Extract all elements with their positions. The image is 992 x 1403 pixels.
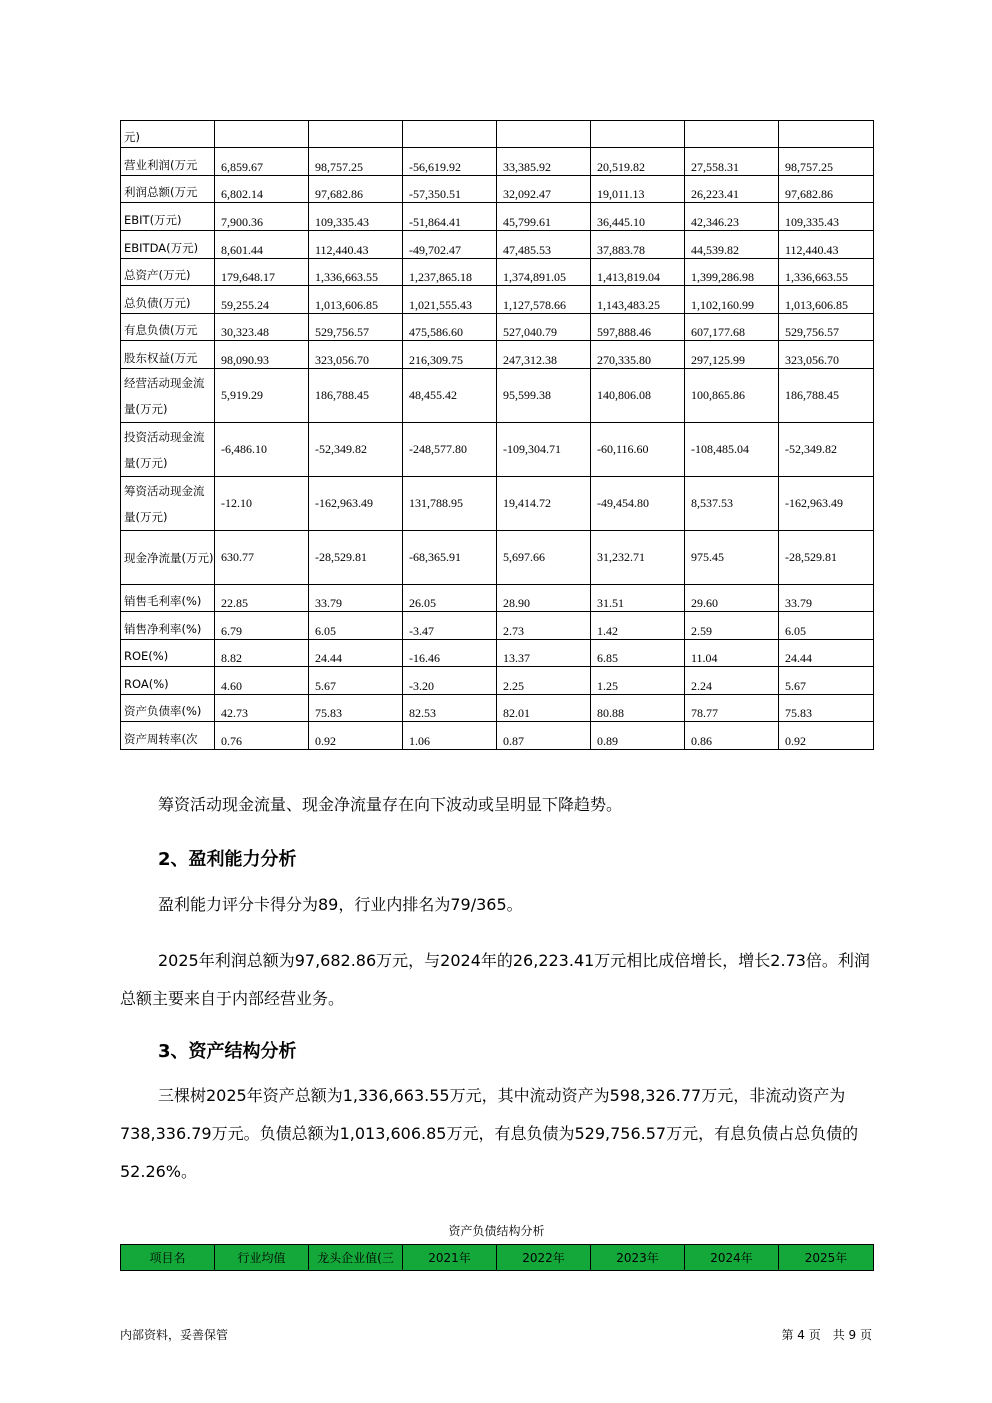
table-row xyxy=(121,477,874,531)
table-cell: 109,335.43 xyxy=(779,203,874,231)
table-cell: 1,143,483.25 xyxy=(591,286,685,314)
table-cell: 26.05 xyxy=(403,585,497,612)
profitability-score-paragraph: 盈利能力评分卡得分为89，行业内排名为79/365。 xyxy=(158,895,523,914)
table-cell: 44,539.82 xyxy=(685,231,779,259)
table-cell: 6,859.67 xyxy=(215,148,309,176)
table-cell: 48,455.42 xyxy=(403,369,497,423)
table-cell: -12.10 xyxy=(215,477,309,531)
table-cell xyxy=(497,121,591,148)
row-label: EBITDA(万元) xyxy=(121,231,215,259)
table-cell: -28,529.81 xyxy=(309,531,403,585)
row-label: 投资活动现金流量(万元) xyxy=(121,423,215,477)
table-cell: 529,756.57 xyxy=(779,314,874,341)
table-cell: 80.88 xyxy=(591,695,685,722)
structure-header-cell: 2022年 xyxy=(497,1245,591,1271)
asset-structure-heading: 3、资产结构分析 xyxy=(158,1041,297,1062)
table-cell: 11.04 xyxy=(685,640,779,667)
table-cell: 20,519.82 xyxy=(591,148,685,176)
table-cell xyxy=(403,121,497,148)
table-cell: 630.77 xyxy=(215,531,309,585)
table-cell: 24.44 xyxy=(309,640,403,667)
table-cell: -57,350.51 xyxy=(403,176,497,203)
row-label: 元) xyxy=(121,121,215,148)
table-cell: 1,237,865.18 xyxy=(403,259,497,286)
table-cell: 0.92 xyxy=(309,722,403,750)
footer-page-number: 第 4 页 共 9 页 xyxy=(781,1328,872,1342)
row-label: ROE(%) xyxy=(121,640,215,667)
table-cell: -51,864.41 xyxy=(403,203,497,231)
table-cell: 529,756.57 xyxy=(309,314,403,341)
table-cell: 0.76 xyxy=(215,722,309,750)
table-cell: 140,806.08 xyxy=(591,369,685,423)
table-cell: 6.05 xyxy=(779,612,874,640)
table-cell xyxy=(215,121,309,148)
table-cell: 1.42 xyxy=(591,612,685,640)
table-cell: 112,440.43 xyxy=(779,231,874,259)
table-cell: 98,090.93 xyxy=(215,341,309,369)
table-cell: 6.05 xyxy=(309,612,403,640)
cashflow-trend-paragraph: 筹资活动现金流量、现金净流量存在向下波动或呈明显下降趋势。 xyxy=(158,795,623,814)
table-row xyxy=(121,341,874,369)
row-label: 现金净流量(万元) xyxy=(121,531,215,585)
table-cell: 475,586.60 xyxy=(403,314,497,341)
table-cell: 33,385.92 xyxy=(497,148,591,176)
table-cell: 32,092.47 xyxy=(497,176,591,203)
table-cell: 216,309.75 xyxy=(403,341,497,369)
table-cell: 323,056.70 xyxy=(779,341,874,369)
row-label: 筹资活动现金流量(万元) xyxy=(121,477,215,531)
table-cell: -60,116.60 xyxy=(591,423,685,477)
table-cell: 179,648.17 xyxy=(215,259,309,286)
table-cell: -52,349.82 xyxy=(779,423,874,477)
table-cell: 5.67 xyxy=(309,667,403,695)
structure-table-header-row xyxy=(121,1245,874,1271)
profit-growth-paragraph: 2025年利润总额为97,682.86万元，与2024年的26,223.41万元相比成倍增长，增长2.73倍。利润总额主要来自于内部经营业务。 xyxy=(120,951,870,1008)
table-cell xyxy=(309,121,403,148)
table-row xyxy=(121,695,874,722)
table-cell: 98,757.25 xyxy=(779,148,874,176)
table-cell: 1,413,819.04 xyxy=(591,259,685,286)
table-cell: 1,374,891.05 xyxy=(497,259,591,286)
table-cell: -49,454.80 xyxy=(591,477,685,531)
table-cell: 24.44 xyxy=(779,640,874,667)
table-cell: 6.79 xyxy=(215,612,309,640)
table-row xyxy=(121,286,874,314)
table-cell: 27,558.31 xyxy=(685,148,779,176)
table-cell: 31,232.71 xyxy=(591,531,685,585)
table-cell: 8,601.44 xyxy=(215,231,309,259)
table-row xyxy=(121,121,874,148)
table-cell: 1,399,286.98 xyxy=(685,259,779,286)
table-cell: -68,365.91 xyxy=(403,531,497,585)
table-cell: 22.85 xyxy=(215,585,309,612)
table-cell: -3.20 xyxy=(403,667,497,695)
table-cell: 33.79 xyxy=(779,585,874,612)
table-cell: 5,697.66 xyxy=(497,531,591,585)
table-cell: 297,125.99 xyxy=(685,341,779,369)
table-cell: -109,304.71 xyxy=(497,423,591,477)
table-cell: 112,440.43 xyxy=(309,231,403,259)
table-cell xyxy=(591,121,685,148)
table-row xyxy=(121,585,874,612)
table-cell: 59,255.24 xyxy=(215,286,309,314)
structure-header-cell: 行业均值 xyxy=(215,1245,309,1271)
table-row xyxy=(121,203,874,231)
table-cell: 1,013,606.85 xyxy=(309,286,403,314)
structure-table-caption: 资产负债结构分析 xyxy=(448,1224,545,1238)
table-cell: 98,757.25 xyxy=(309,148,403,176)
row-label: 销售净利率(%) xyxy=(121,612,215,640)
asset-liability-structure-table xyxy=(120,1244,874,1271)
row-label: 股东权益(万元 xyxy=(121,341,215,369)
table-cell: 19,011.13 xyxy=(591,176,685,203)
table-cell: -3.47 xyxy=(403,612,497,640)
table-cell: 8,537.53 xyxy=(685,477,779,531)
table-cell: 13.37 xyxy=(497,640,591,667)
table-cell: 78.77 xyxy=(685,695,779,722)
row-label: 销售毛利率(%) xyxy=(121,585,215,612)
table-cell: 100,865.86 xyxy=(685,369,779,423)
table-cell: 6,802.14 xyxy=(215,176,309,203)
row-label: 资产负债率(%) xyxy=(121,695,215,722)
structure-header-cell: 2023年 xyxy=(591,1245,685,1271)
table-cell: 8.82 xyxy=(215,640,309,667)
table-cell: 97,682.86 xyxy=(309,176,403,203)
table-cell: 33.79 xyxy=(309,585,403,612)
table-row xyxy=(121,259,874,286)
table-cell: 2.59 xyxy=(685,612,779,640)
row-label: 营业利润(万元 xyxy=(121,148,215,176)
row-label: 总资产(万元) xyxy=(121,259,215,286)
row-label: 有息负债(万元 xyxy=(121,314,215,341)
table-cell: 2.24 xyxy=(685,667,779,695)
table-cell: 2.73 xyxy=(497,612,591,640)
row-label: ROA(%) xyxy=(121,667,215,695)
structure-header-cell: 2021年 xyxy=(403,1245,497,1271)
table-cell: -49,702.47 xyxy=(403,231,497,259)
row-label: 利润总额(万元 xyxy=(121,176,215,203)
table-cell: -56,619.92 xyxy=(403,148,497,176)
table-cell: 1.25 xyxy=(591,667,685,695)
table-cell: 527,040.79 xyxy=(497,314,591,341)
table-cell: 2.25 xyxy=(497,667,591,695)
table-cell: -16.46 xyxy=(403,640,497,667)
table-row xyxy=(121,231,874,259)
table-row xyxy=(121,369,874,423)
table-cell: 47,485.53 xyxy=(497,231,591,259)
table-cell: 109,335.43 xyxy=(309,203,403,231)
table-cell: 1,336,663.55 xyxy=(309,259,403,286)
table-cell xyxy=(685,121,779,148)
table-cell: 247,312.38 xyxy=(497,341,591,369)
table-cell: 975.45 xyxy=(685,531,779,585)
profitability-heading: 2、盈利能力分析 xyxy=(158,849,297,870)
table-cell: 0.86 xyxy=(685,722,779,750)
table-cell: 1.06 xyxy=(403,722,497,750)
table-row xyxy=(121,612,874,640)
table-cell: 36,445.10 xyxy=(591,203,685,231)
table-cell: 0.87 xyxy=(497,722,591,750)
table-row xyxy=(121,176,874,203)
table-cell: 37,883.78 xyxy=(591,231,685,259)
table-cell: 19,414.72 xyxy=(497,477,591,531)
table-cell: 0.92 xyxy=(779,722,874,750)
table-cell: 597,888.46 xyxy=(591,314,685,341)
table-cell: 28.90 xyxy=(497,585,591,612)
table-row xyxy=(121,722,874,750)
table-cell: 1,336,663.55 xyxy=(779,259,874,286)
table-cell: 0.89 xyxy=(591,722,685,750)
table-cell: 75.83 xyxy=(309,695,403,722)
table-cell: 186,788.45 xyxy=(309,369,403,423)
table-cell: 95,599.38 xyxy=(497,369,591,423)
asset-structure-paragraph: 三棵树2025年资产总额为1,336,663.55万元，其中流动资产为598,326.77万元，非流动资产为738,336.79万元。负债总额为1,013,606.85万元，有息负债为529,756.57万元，有息负债占总负债的52.26%。 xyxy=(120,1086,859,1181)
table-cell: 42.73 xyxy=(215,695,309,722)
table-cell: 1,127,578.66 xyxy=(497,286,591,314)
structure-header-cell: 2025年 xyxy=(779,1245,874,1271)
structure-header-cell: 龙头企业值(三 xyxy=(309,1245,403,1271)
table-row xyxy=(121,531,874,585)
table-cell: -52,349.82 xyxy=(309,423,403,477)
financial-indicator-table xyxy=(120,120,874,750)
table-cell: 82.01 xyxy=(497,695,591,722)
row-label: EBIT(万元) xyxy=(121,203,215,231)
table-row xyxy=(121,640,874,667)
structure-header-cell: 项目名 xyxy=(121,1245,215,1271)
table-cell: -28,529.81 xyxy=(779,531,874,585)
table-cell: 42,346.23 xyxy=(685,203,779,231)
table-cell: 5,919.29 xyxy=(215,369,309,423)
table-cell: -162,963.49 xyxy=(309,477,403,531)
row-label: 经营活动现金流量(万元) xyxy=(121,369,215,423)
table-row xyxy=(121,423,874,477)
table-cell: 4.60 xyxy=(215,667,309,695)
table-row xyxy=(121,314,874,341)
table-cell: 1,021,555.43 xyxy=(403,286,497,314)
table-cell: 1,102,160.99 xyxy=(685,286,779,314)
table-cell xyxy=(779,121,874,148)
table-cell: -162,963.49 xyxy=(779,477,874,531)
table-row xyxy=(121,148,874,176)
table-cell: 186,788.45 xyxy=(779,369,874,423)
table-row xyxy=(121,667,874,695)
table-cell: 82.53 xyxy=(403,695,497,722)
footer-confidential-note: 内部资料，妥善保管 xyxy=(120,1328,229,1342)
table-cell: 6.85 xyxy=(591,640,685,667)
table-cell: 97,682.86 xyxy=(779,176,874,203)
table-cell: 131,788.95 xyxy=(403,477,497,531)
table-cell: 607,177.68 xyxy=(685,314,779,341)
table-cell: 30,323.48 xyxy=(215,314,309,341)
table-cell: 31.51 xyxy=(591,585,685,612)
table-cell: 26,223.41 xyxy=(685,176,779,203)
table-cell: -6,486.10 xyxy=(215,423,309,477)
table-cell: 75.83 xyxy=(779,695,874,722)
table-cell: 45,799.61 xyxy=(497,203,591,231)
row-label: 总负债(万元) xyxy=(121,286,215,314)
table-cell: 5.67 xyxy=(779,667,874,695)
table-cell: 1,013,606.85 xyxy=(779,286,874,314)
table-cell: 270,335.80 xyxy=(591,341,685,369)
table-cell: 7,900.36 xyxy=(215,203,309,231)
table-cell: -248,577.80 xyxy=(403,423,497,477)
table-cell: 323,056.70 xyxy=(309,341,403,369)
row-label: 资产周转率(次 xyxy=(121,722,215,750)
table-cell: -108,485.04 xyxy=(685,423,779,477)
table-cell: 29.60 xyxy=(685,585,779,612)
structure-header-cell: 2024年 xyxy=(685,1245,779,1271)
